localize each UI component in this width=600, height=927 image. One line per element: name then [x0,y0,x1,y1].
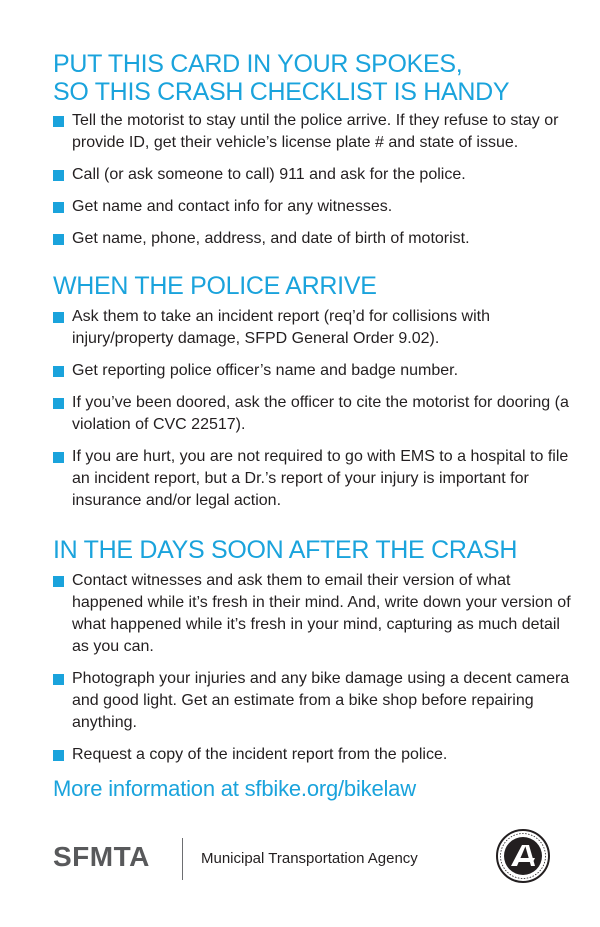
list-item-text: Request a copy of the incident report from the police. [72,746,448,763]
list-item-text: Ask them to take an incident report (req’d for collisions with injury/property damage, SFPD General Order 9.02). [72,308,490,347]
list-item-text: Call (or ask someone to call) 911 and ask for the police. [72,166,466,183]
list-item-text: Get name and contact info for any witnesses. [72,198,393,215]
list-item [53,164,573,186]
list-item-text: If you’ve been doored, ask the officer to cite the motorist for dooring (a violation of CVC 22517). [72,394,569,433]
list-item [53,668,573,734]
list-item [53,110,573,154]
list-item [53,196,573,218]
heading-line-1: PUT THIS CARD IN YOUR SPOKES, [53,50,463,78]
square-bullet-icon [53,234,64,245]
section-heading-spokes [53,50,573,106]
list-item [53,228,573,250]
list-item-text: Get name, phone, address, and date of birth of motorist. [72,230,470,247]
square-bullet-icon [53,202,64,213]
square-bullet-icon [53,116,64,127]
list-item [53,744,573,766]
square-bullet-icon [53,398,64,409]
list-item [53,360,573,382]
more-info-link[interactable]: More information at sfbike.org/bikelaw [53,776,416,801]
checklist-crash [53,110,573,250]
footer [53,836,573,884]
agency-name: Municipal Transportation Agency [201,850,418,867]
list-item-text: Contact witnesses and ask them to email their version of what happened while it’s fresh in their mind. And, write down your version of what happened while it’s fresh in your mind, capturing as much detail as you can. [72,572,571,655]
square-bullet-icon [53,750,64,761]
list-item-text: If you are hurt, you are not required to go with EMS to a hospital to file an incident report, but a Dr.’s report of your injury is important for insurance and/or legal action. [72,448,569,509]
heading-line-2: SO THIS CRASH CHECKLIST IS HANDY [53,78,510,106]
sfmta-logo: SFMTA [53,841,150,872]
checklist-police [53,306,573,512]
square-bullet-icon [53,170,64,181]
list-item [53,570,573,658]
list-item [53,446,573,512]
square-bullet-icon [53,366,64,377]
square-bullet-icon [53,312,64,323]
list-item [53,392,573,436]
section-heading-days-after: IN THE DAYS SOON AFTER THE CRASH [53,536,518,564]
card-content [53,50,573,802]
footer-divider [182,838,183,880]
list-item-text: Photograph your injuries and any bike damage using a decent camera and good light. Get an estimate from a bike shop before repairing anything. [72,670,570,731]
list-item [53,306,573,350]
square-bullet-icon [53,452,64,463]
square-bullet-icon [53,576,64,587]
square-bullet-icon [53,674,64,685]
section-heading-police: WHEN THE POLICE ARRIVE [53,272,377,300]
list-item-text: Get reporting police officer’s name and badge number. [72,362,459,379]
sf-bicycle-coalition-seal-icon [495,828,551,884]
checklist-days-after [53,570,573,766]
list-item-text: Tell the motorist to stay until the police arrive. If they refuse to stay or provide ID, get their vehicle’s license plate # and state of issue. [72,112,559,151]
